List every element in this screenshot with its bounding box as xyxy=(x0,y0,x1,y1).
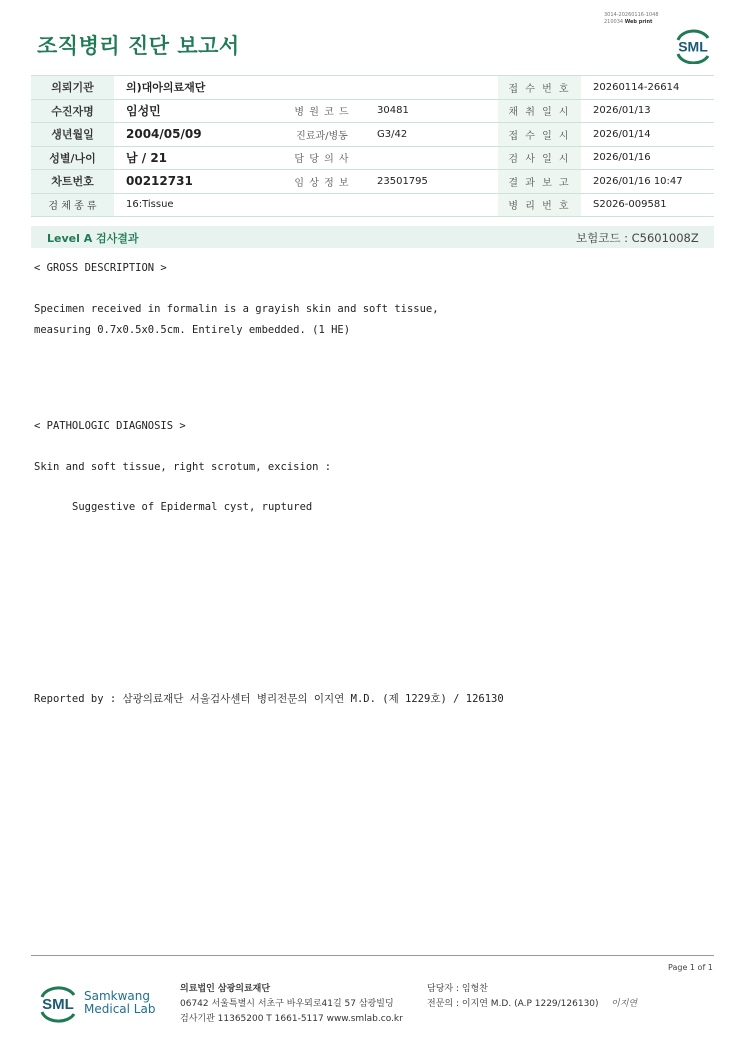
label-pathology-no: 병 리 번 호 xyxy=(498,193,581,217)
diagnosis-line-2: Suggestive of Epidermal cyst, ruptured xyxy=(72,501,313,513)
label-test-date: 검 사 일 시 xyxy=(498,146,581,170)
value-birth-date: 2004/05/09 xyxy=(114,123,279,147)
label-birth-date: 생년월일 xyxy=(31,123,114,147)
report-title: 조직병리 진단 보고서 xyxy=(37,34,240,58)
value-hospital-code: 30481 xyxy=(365,99,498,123)
value-requester: 의)대아의료재단 xyxy=(114,76,279,100)
gross-header: < GROSS DESCRIPTION > xyxy=(34,262,167,274)
value-chart-no: 00212731 xyxy=(114,170,279,194)
info-row xyxy=(31,193,714,217)
value-specimen-type: 16:Tissue xyxy=(114,193,279,217)
info-row xyxy=(31,123,714,147)
value-accession-no: 20260114-26614 xyxy=(581,76,714,100)
footer-address: 의료법인 삼광의료재단 06742 서울특별시 서초구 바우뫼로41길 57 삼광빌딩 검사기관 11365200 T 1661-5117 www.smlab.co.kr xyxy=(180,984,403,1024)
label-requester: 의뢰기관 xyxy=(31,76,114,100)
label-sex-age: 성별/나이 xyxy=(31,146,114,170)
page-number: Page 1 of 1 xyxy=(668,963,713,972)
label-physician: 담 당 의 사 xyxy=(279,146,365,170)
footer-staff: 담당자 : 임형찬 전문의 : 이지연 M.D. (A.P 1229/126130) xyxy=(427,984,599,1009)
empty-value xyxy=(365,193,498,217)
label-department: 진료과/병동 xyxy=(279,123,365,147)
label-specimen-type: 검 체 종 류 xyxy=(31,193,114,217)
value-physician xyxy=(365,146,498,170)
value-pathology-no: S2026-009581 xyxy=(581,193,714,217)
value-department: G3/42 xyxy=(365,123,498,147)
value-test-date: 2026/01/16 xyxy=(581,146,714,170)
label-clinical-info: 임 상 정 보 xyxy=(279,170,365,194)
patient-info-table xyxy=(31,75,714,217)
sml-logo-icon xyxy=(37,983,79,1023)
empty-label xyxy=(279,193,365,217)
gross-line-1: Specimen received in formalin is a grayish skin and soft tissue, xyxy=(34,303,439,315)
company-name: Samkwang Medical Lab xyxy=(84,989,156,1016)
value-sex-age: 남 / 21 xyxy=(114,146,279,170)
info-row xyxy=(31,76,714,100)
svg-text:SML: SML xyxy=(678,38,708,55)
value-clinical-info: 23501795 xyxy=(365,170,498,194)
info-row xyxy=(31,170,714,194)
info-row xyxy=(31,146,714,170)
empty-value xyxy=(365,76,498,100)
svg-text:SML: SML xyxy=(42,996,74,1013)
diagnosis-line-1: Skin and soft tissue, right scrotum, excision : xyxy=(34,461,332,473)
value-patient-name: 임성민 xyxy=(114,99,279,123)
info-row xyxy=(31,99,714,123)
label-result-report: 결 과 보 고 xyxy=(498,170,581,194)
level-label: Level A 검사결과 xyxy=(47,232,139,245)
label-patient-name: 수진자명 xyxy=(31,99,114,123)
label-receipt-date: 접 수 일 시 xyxy=(498,123,581,147)
gross-line-2: measuring 0.7x0.5x0.5cm. Entirely embedded. (1 HE) xyxy=(34,324,351,336)
footer-divider xyxy=(31,955,714,956)
value-collection-date: 2026/01/13 xyxy=(581,99,714,123)
empty-label xyxy=(279,76,365,100)
reported-by: Reported by : 삼광의료재단 서울검사센터 병리전문의 이지연 M.D. (제 1229호) / 126130 xyxy=(34,693,504,705)
print-code: 3014-20260116-1048 210034 Web print xyxy=(604,12,659,25)
signature: 이지연 xyxy=(611,999,638,1009)
diagnosis-header: < PATHOLOGIC DIAGNOSIS > xyxy=(34,420,186,432)
label-chart-no: 차트번호 xyxy=(31,170,114,194)
label-accession-no: 접 수 번 호 xyxy=(498,76,581,100)
insurance-code: 보험코드 : C5601008Z xyxy=(576,231,699,245)
label-hospital-code: 병 원 코 드 xyxy=(279,99,365,123)
sml-logo-icon xyxy=(672,26,714,64)
value-result-report: 2026/01/16 10:47 xyxy=(581,170,714,194)
label-collection-date: 채 취 일 시 xyxy=(498,99,581,123)
value-receipt-date: 2026/01/14 xyxy=(581,123,714,147)
